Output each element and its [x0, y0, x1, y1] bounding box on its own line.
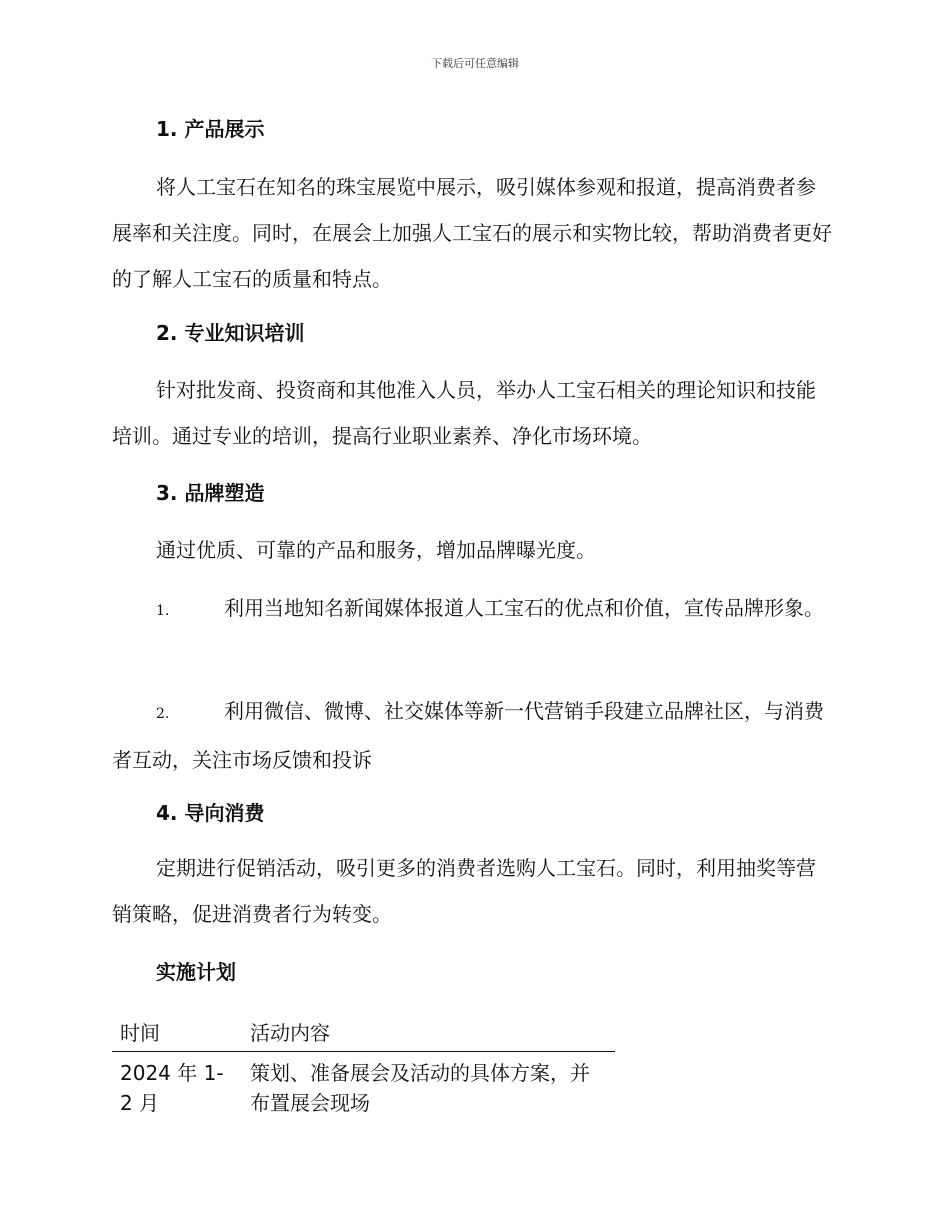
- table-header-time: 时间: [112, 1017, 242, 1052]
- section-paragraph-branding: 通过优质、可靠的产品和服务，增加品牌曝光度。: [156, 538, 596, 562]
- section-heading-guided-consumption: 4. 导向消费: [156, 801, 265, 825]
- page-header-note: 下载后可任意编辑: [431, 57, 519, 70]
- table-header-row: [112, 1017, 615, 1052]
- list-item: [112, 688, 832, 783]
- table-header-activity: 活动内容: [242, 1017, 615, 1052]
- list-item: [112, 585, 832, 634]
- list-item-number: 2.: [156, 706, 170, 722]
- section-heading-training: 2. 专业知识培训: [156, 321, 305, 345]
- table-cell-time: 2024 年 1-2 月: [120, 1061, 224, 1115]
- table-row: [112, 1052, 615, 1119]
- section-paragraph-product-display: 将人工宝石在知名的珠宝展览中展示，吸引媒体参观和报道，提高消费者参展率和关注度。同时，在展会上加强人工宝石的展示和实物比较，帮助消费者更好的了解人工宝石的质量和特点。: [112, 175, 832, 291]
- plan-heading: 实施计划: [156, 960, 236, 984]
- section-paragraph-guided-consumption: 定期进行促销活动，吸引更多的消费者选购人工宝石。同时，利用抽奖等营销策略，促进消费者行为转变。: [112, 856, 816, 926]
- list-item-text: 利用当地知名新闻媒体报道人工宝石的优点和价值，宣传品牌形象。: [224, 596, 824, 620]
- plan-table: [112, 1017, 615, 1118]
- list-item-number: 1.: [156, 603, 170, 619]
- table-cell-activity: 策划、准备展会及活动的具体方案，并布置展会现场: [250, 1061, 590, 1115]
- section-heading-product-display: 1. 产品展示: [156, 117, 265, 141]
- section-paragraph-training: 针对批发商、投资商和其他准入人员，举办人工宝石相关的理论知识和技能培训。通过专业的培训，提高行业职业素养、净化市场环境。: [112, 378, 816, 448]
- section-heading-branding: 3. 品牌塑造: [156, 481, 265, 505]
- list-item-text: 利用微信、微博、社交媒体等新一代营销手段建立品牌社区，与消费者互动，关注市场反馈和投诉: [112, 699, 824, 772]
